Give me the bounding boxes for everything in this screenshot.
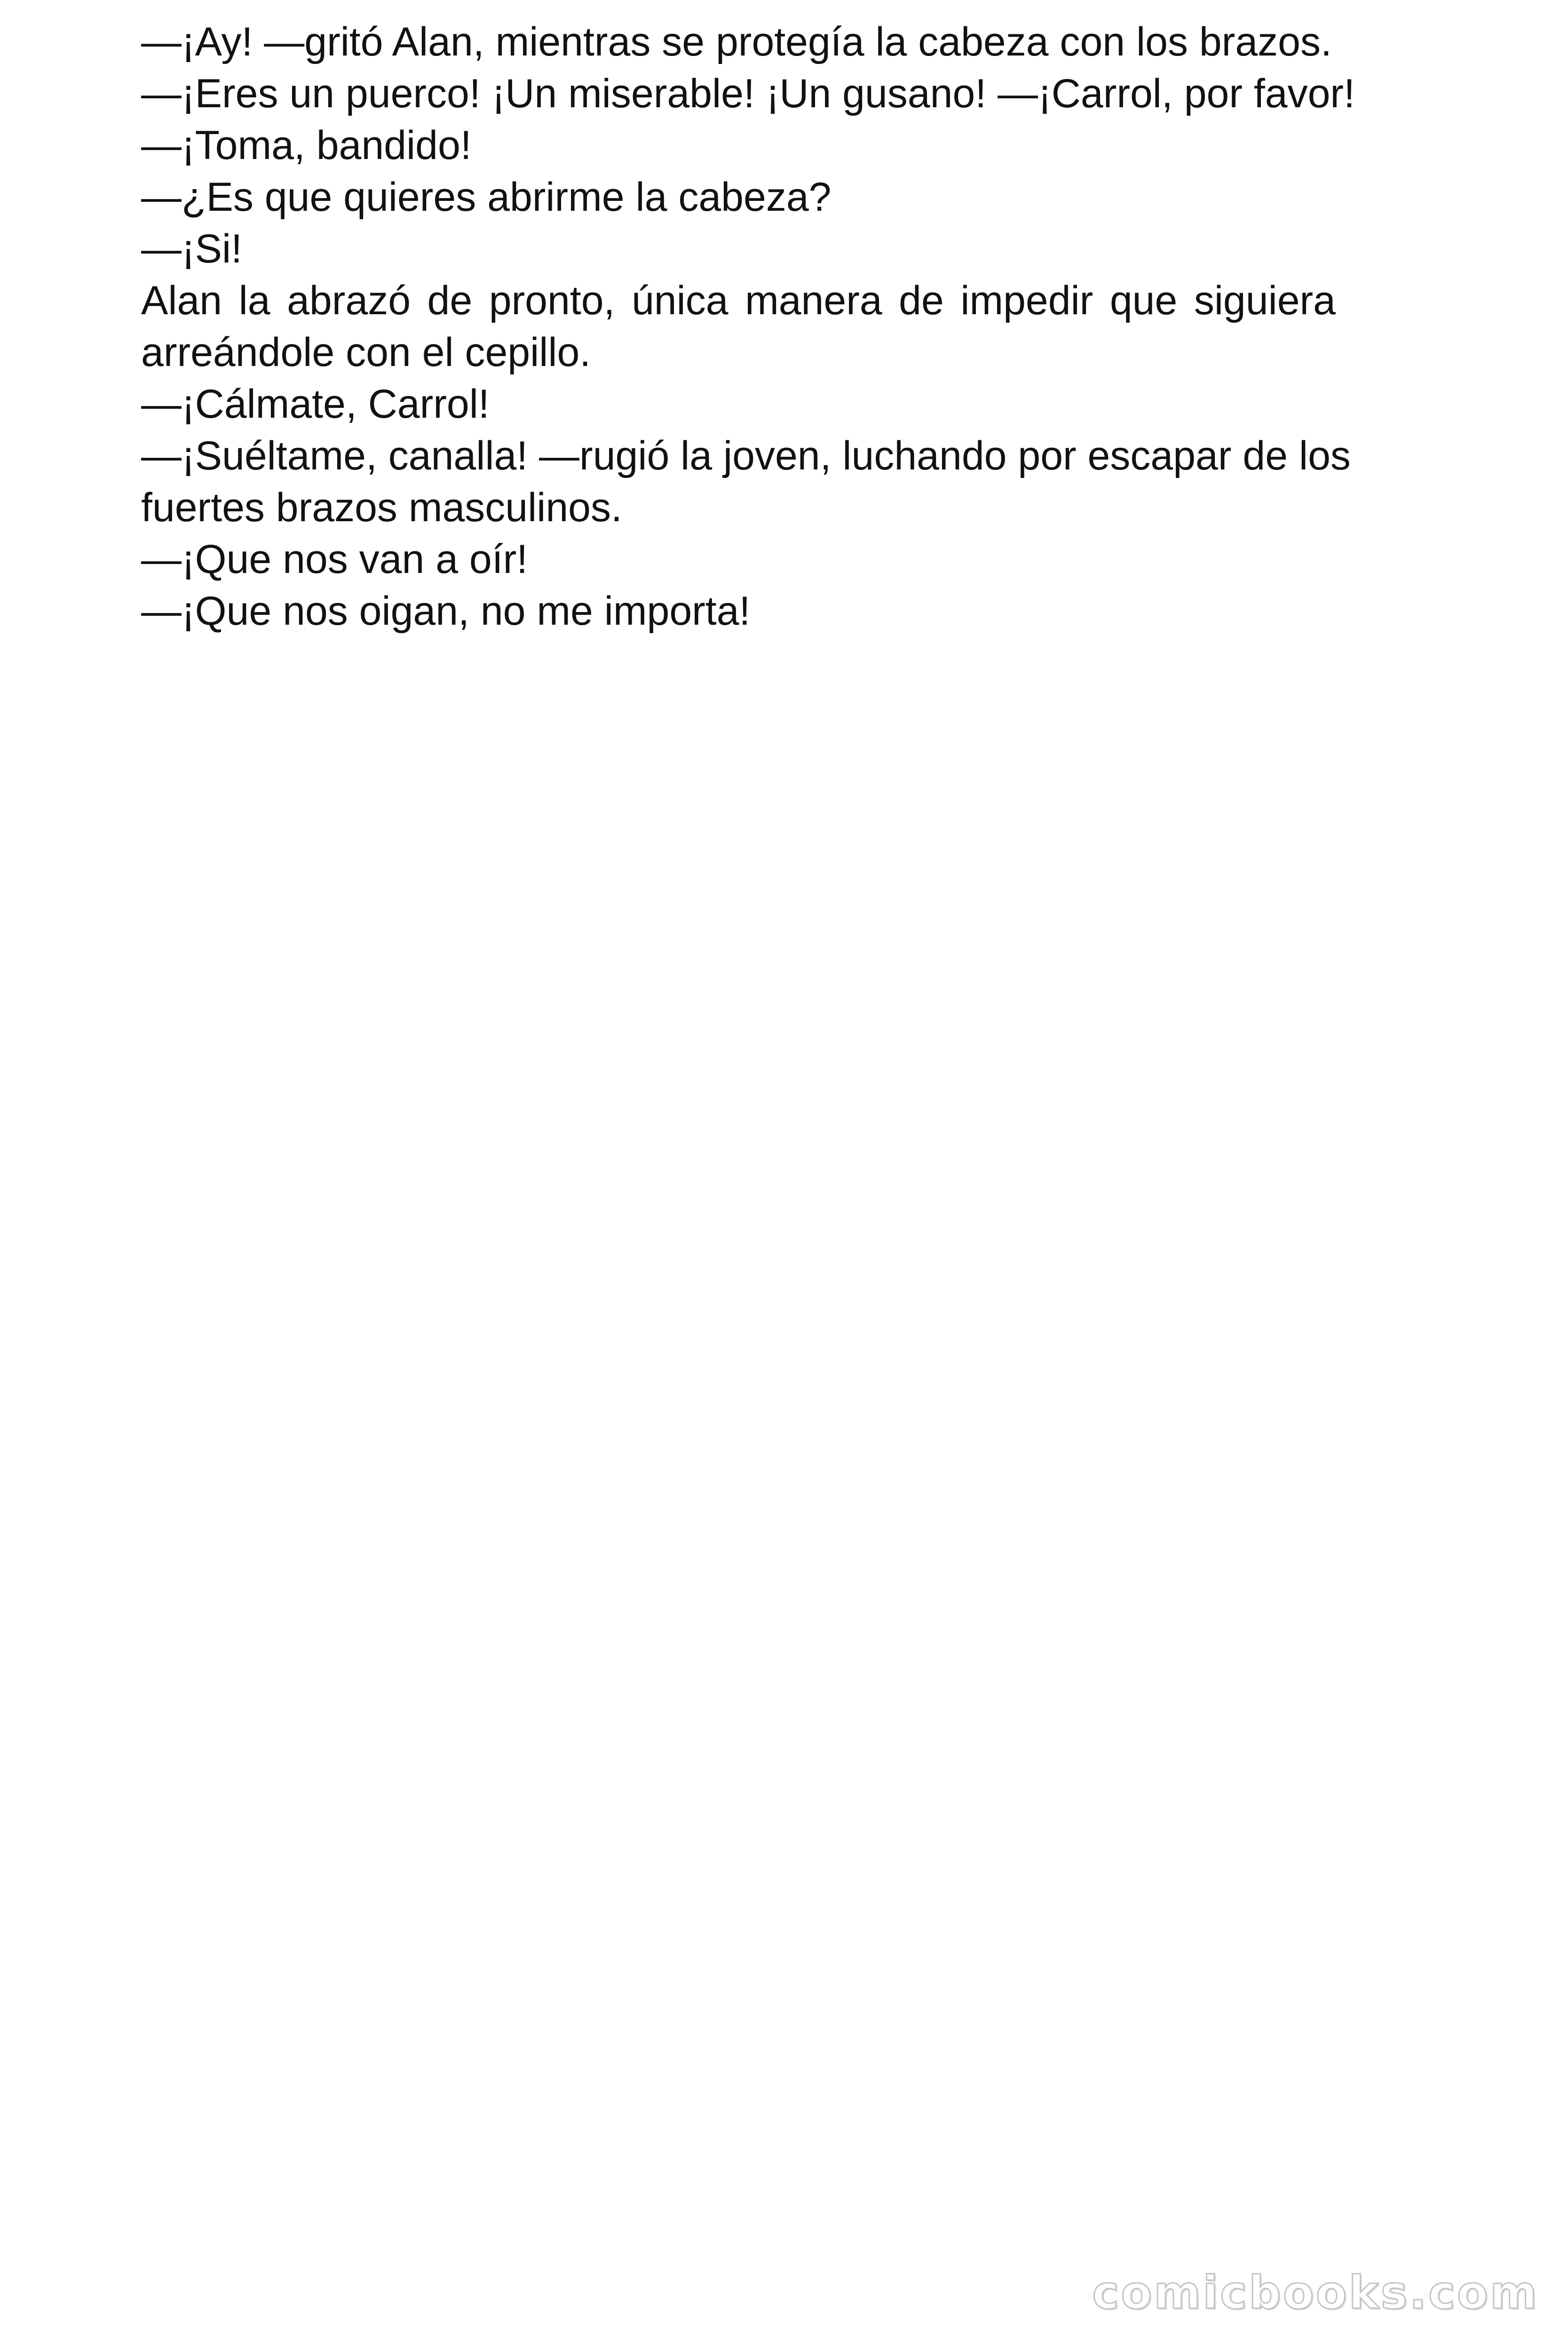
paragraph-5: —¡Si! [141,226,242,271]
paragraph-2: —¡Eres un puerco! ¡Un miserable! ¡Un gusano! —¡Carrol, por favor! [141,71,1355,116]
paragraph-3: —¡Toma, bandido! [141,123,472,168]
paragraph-8: —¡Suéltame, canalla! —rugió la joven, luchando por escapar de los fuertes brazos masculinos. [141,433,1351,530]
paragraph-6: Alan la abrazó de pronto, única manera de impedir que siguiera arreándole con el cepillo. [141,278,1336,375]
paragraph-1: —¡Ay! —gritó Alan, mientras se protegía la cabeza con los brazos. [141,19,1332,64]
paragraph-9: —¡Que nos van a oír! [141,537,528,582]
body-text [141,16,1449,637]
paragraph-4: —¿Es que quieres abrirme la cabeza? [141,175,832,220]
paragraph-7: —¡Cálmate, Carrol! [141,381,490,427]
watermark-logo: comicbooks.com [1092,2266,1539,2319]
paragraph-10: —¡Que nos oigan, no me importa! [141,588,751,634]
